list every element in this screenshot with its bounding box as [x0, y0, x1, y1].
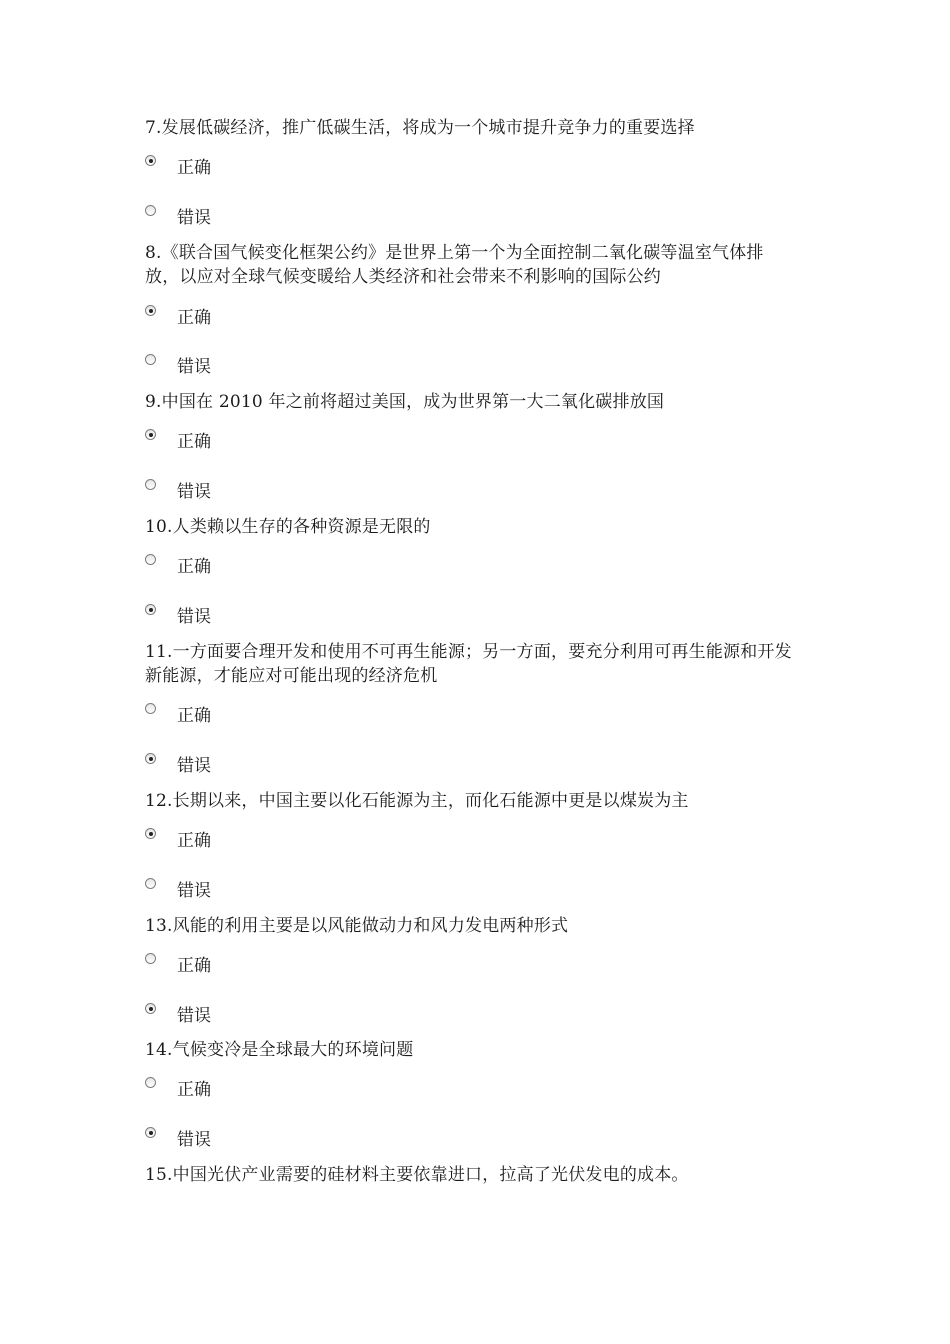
radio-button-icon[interactable]	[145, 604, 156, 615]
option-label: 正确	[177, 706, 211, 726]
option-label: 正确	[177, 158, 211, 178]
option-label: 正确	[177, 308, 211, 328]
radio-button-icon[interactable]	[145, 1003, 156, 1014]
option-label: 正确	[177, 557, 211, 577]
radio-button-icon[interactable]	[145, 305, 156, 316]
question-10-text: 10.人类赖以生存的各种资源是无限的	[145, 517, 431, 537]
radio-button-icon[interactable]	[145, 205, 156, 216]
radio-button-icon[interactable]	[145, 703, 156, 714]
option-label: 错误	[177, 1130, 211, 1150]
question-15-text: 15.中国光伏产业需要的硅材料主要依靠进口，拉高了光伏发电的成本。	[145, 1165, 689, 1185]
option-label: 错误	[177, 208, 211, 228]
question-8-text: 8.《联合国气候变化框架公约》是世界上第一个为全面控制二氧化碳等温室气体排放，以应对全球气候变暖给人类经济和社会带来不利影响的国际公约	[145, 243, 764, 287]
radio-button-icon[interactable]	[145, 828, 156, 839]
option-label: 错误	[177, 1006, 211, 1026]
radio-button-icon[interactable]	[145, 554, 156, 565]
option-label: 错误	[177, 607, 211, 627]
option-label: 正确	[177, 831, 211, 851]
question-7-text: 7.发展低碳经济，推广低碳生活，将成为一个城市提升竞争力的重要选择	[145, 118, 695, 138]
option-label: 错误	[177, 482, 211, 502]
radio-button-icon[interactable]	[145, 155, 156, 166]
radio-button-icon[interactable]	[145, 354, 156, 365]
option-label: 错误	[177, 756, 211, 776]
option-label: 正确	[177, 432, 211, 452]
question-11-text: 11.一方面要合理开发和使用不可再生能源；另一方面，要充分利用可再生能源和开发新能源，才能应对可能出现的经济危机	[145, 642, 792, 686]
option-label: 错误	[177, 357, 211, 377]
radio-button-icon[interactable]	[145, 753, 156, 764]
question-13-text: 13.风能的利用主要是以风能做动力和风力发电两种形式	[145, 916, 569, 936]
radio-button-icon[interactable]	[145, 1077, 156, 1088]
option-label: 错误	[177, 881, 211, 901]
question-12-text: 12.长期以来，中国主要以化石能源为主，而化石能源中更是以煤炭为主	[145, 791, 689, 811]
question-9-text: 9.中国在 2010 年之前将超过美国，成为世界第一大二氧化碳排放国	[145, 392, 665, 412]
radio-button-icon[interactable]	[145, 953, 156, 964]
option-label: 正确	[177, 956, 211, 976]
option-label: 正确	[177, 1080, 211, 1100]
radio-button-icon[interactable]	[145, 429, 156, 440]
radio-button-icon[interactable]	[145, 1127, 156, 1138]
radio-button-icon[interactable]	[145, 878, 156, 889]
radio-button-icon[interactable]	[145, 479, 156, 490]
question-14-text: 14.气候变冷是全球最大的环境问题	[145, 1040, 414, 1060]
